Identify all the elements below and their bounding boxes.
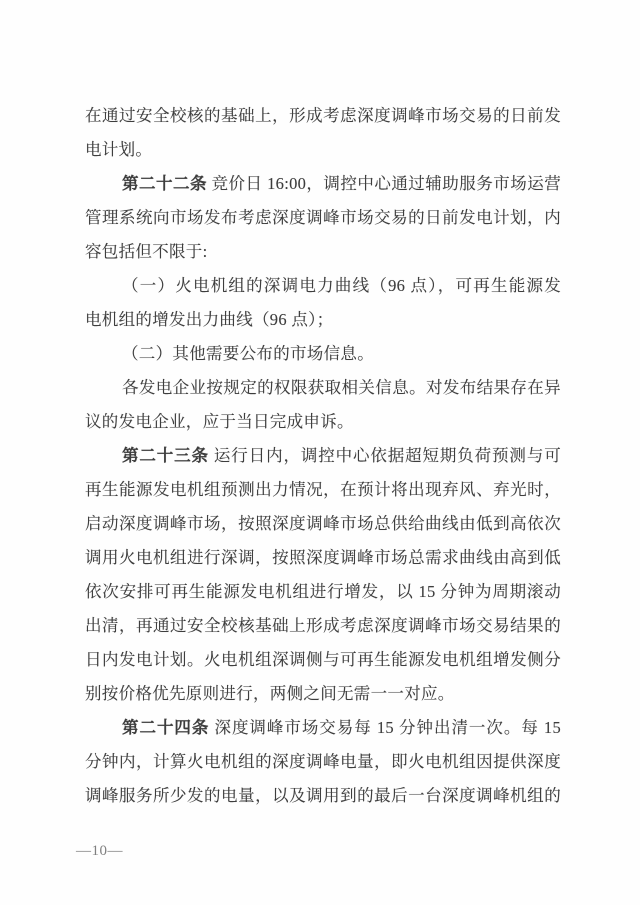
text-run: 各发电企业按规定的权限获取相关信息。对发布结果存在异 [122,378,561,397]
text-run: 出清，再通过安全校核基础上形成考虑深度调峰市场交易结果的 [85,616,561,635]
text-run: 电机组的增发出力曲线（96 点）； [85,310,334,329]
text-run: 再生能源发电机组预测出力情况，在预计将出现弃风、弃光时， [85,480,561,499]
text-run: 依次安排可再生能源发电机组进行增发，以 15 分钟为周期滚动 [85,582,561,601]
text-run: 别按价格优先原则进行，两侧之间无需一一对应。 [85,684,455,703]
text-line [85,269,561,303]
text-line [85,235,561,269]
text-line [85,473,561,507]
text-line [85,541,561,575]
article-number: 第二十二条 [122,174,207,193]
text-line [85,303,561,337]
text-run: 管理系统向市场发布考虑深度调峰市场交易的日前发电计划，内 [85,208,561,227]
text-line [85,711,561,745]
text-run: 调峰服务所少发的电量，以及调用到的最后一台深度调峰机组的 [85,786,561,805]
text-line [85,439,561,473]
text-line [85,575,561,609]
text-run: （二）其他需要公布的市场信息。 [122,344,374,363]
text-run: 分钟内，计算火电机组的深度调峰电量，即火电机组因提供深度 [85,752,561,771]
text-run: 电计划。 [85,140,153,159]
text-run: 在通过安全校核的基础上，形成考虑深度调峰市场交易的日前发 [85,106,561,125]
text-line [85,201,561,235]
text-line [85,609,561,643]
text-run: （一）火电机组的深调电力曲线（96 点），可再生能源发 [122,276,561,295]
text-line [85,405,561,439]
text-run: 深度调峰市场交易每 15 分钟出清一次。每 15 [209,718,562,737]
text-line [85,167,561,201]
text-line [85,643,561,677]
text-run: 调用火电机组进行深调，按照深度调峰市场总需求曲线由高到低 [85,548,561,567]
text-line [85,779,561,813]
text-run: 竞价日 16:00，调控中心通过辅助服务市场运营 [206,174,561,193]
text-line [85,371,561,405]
text-run: 日内发电计划。火电机组深调侧与可再生能源发电机组增发侧分 [85,650,561,669]
text-run: 启动深度调峰市场，按照深度调峰市场总供给曲线由低到高依次 [85,514,561,533]
text-run: 议的发电企业，应于当日完成申诉。 [85,412,354,431]
text-line [85,133,561,167]
text-line [85,507,561,541]
body-text [85,99,561,813]
text-run: 容包括但不限于: [85,242,208,261]
text-line [85,337,561,371]
page-number: —10— [76,843,123,859]
text-line [85,677,561,711]
text-run: 运行日内，调控中心依据超短期负荷预测与可 [208,446,561,465]
article-number: 第二十三条 [122,446,209,465]
article-number: 第二十四条 [122,718,210,737]
text-line [85,745,561,779]
text-line [85,99,561,133]
